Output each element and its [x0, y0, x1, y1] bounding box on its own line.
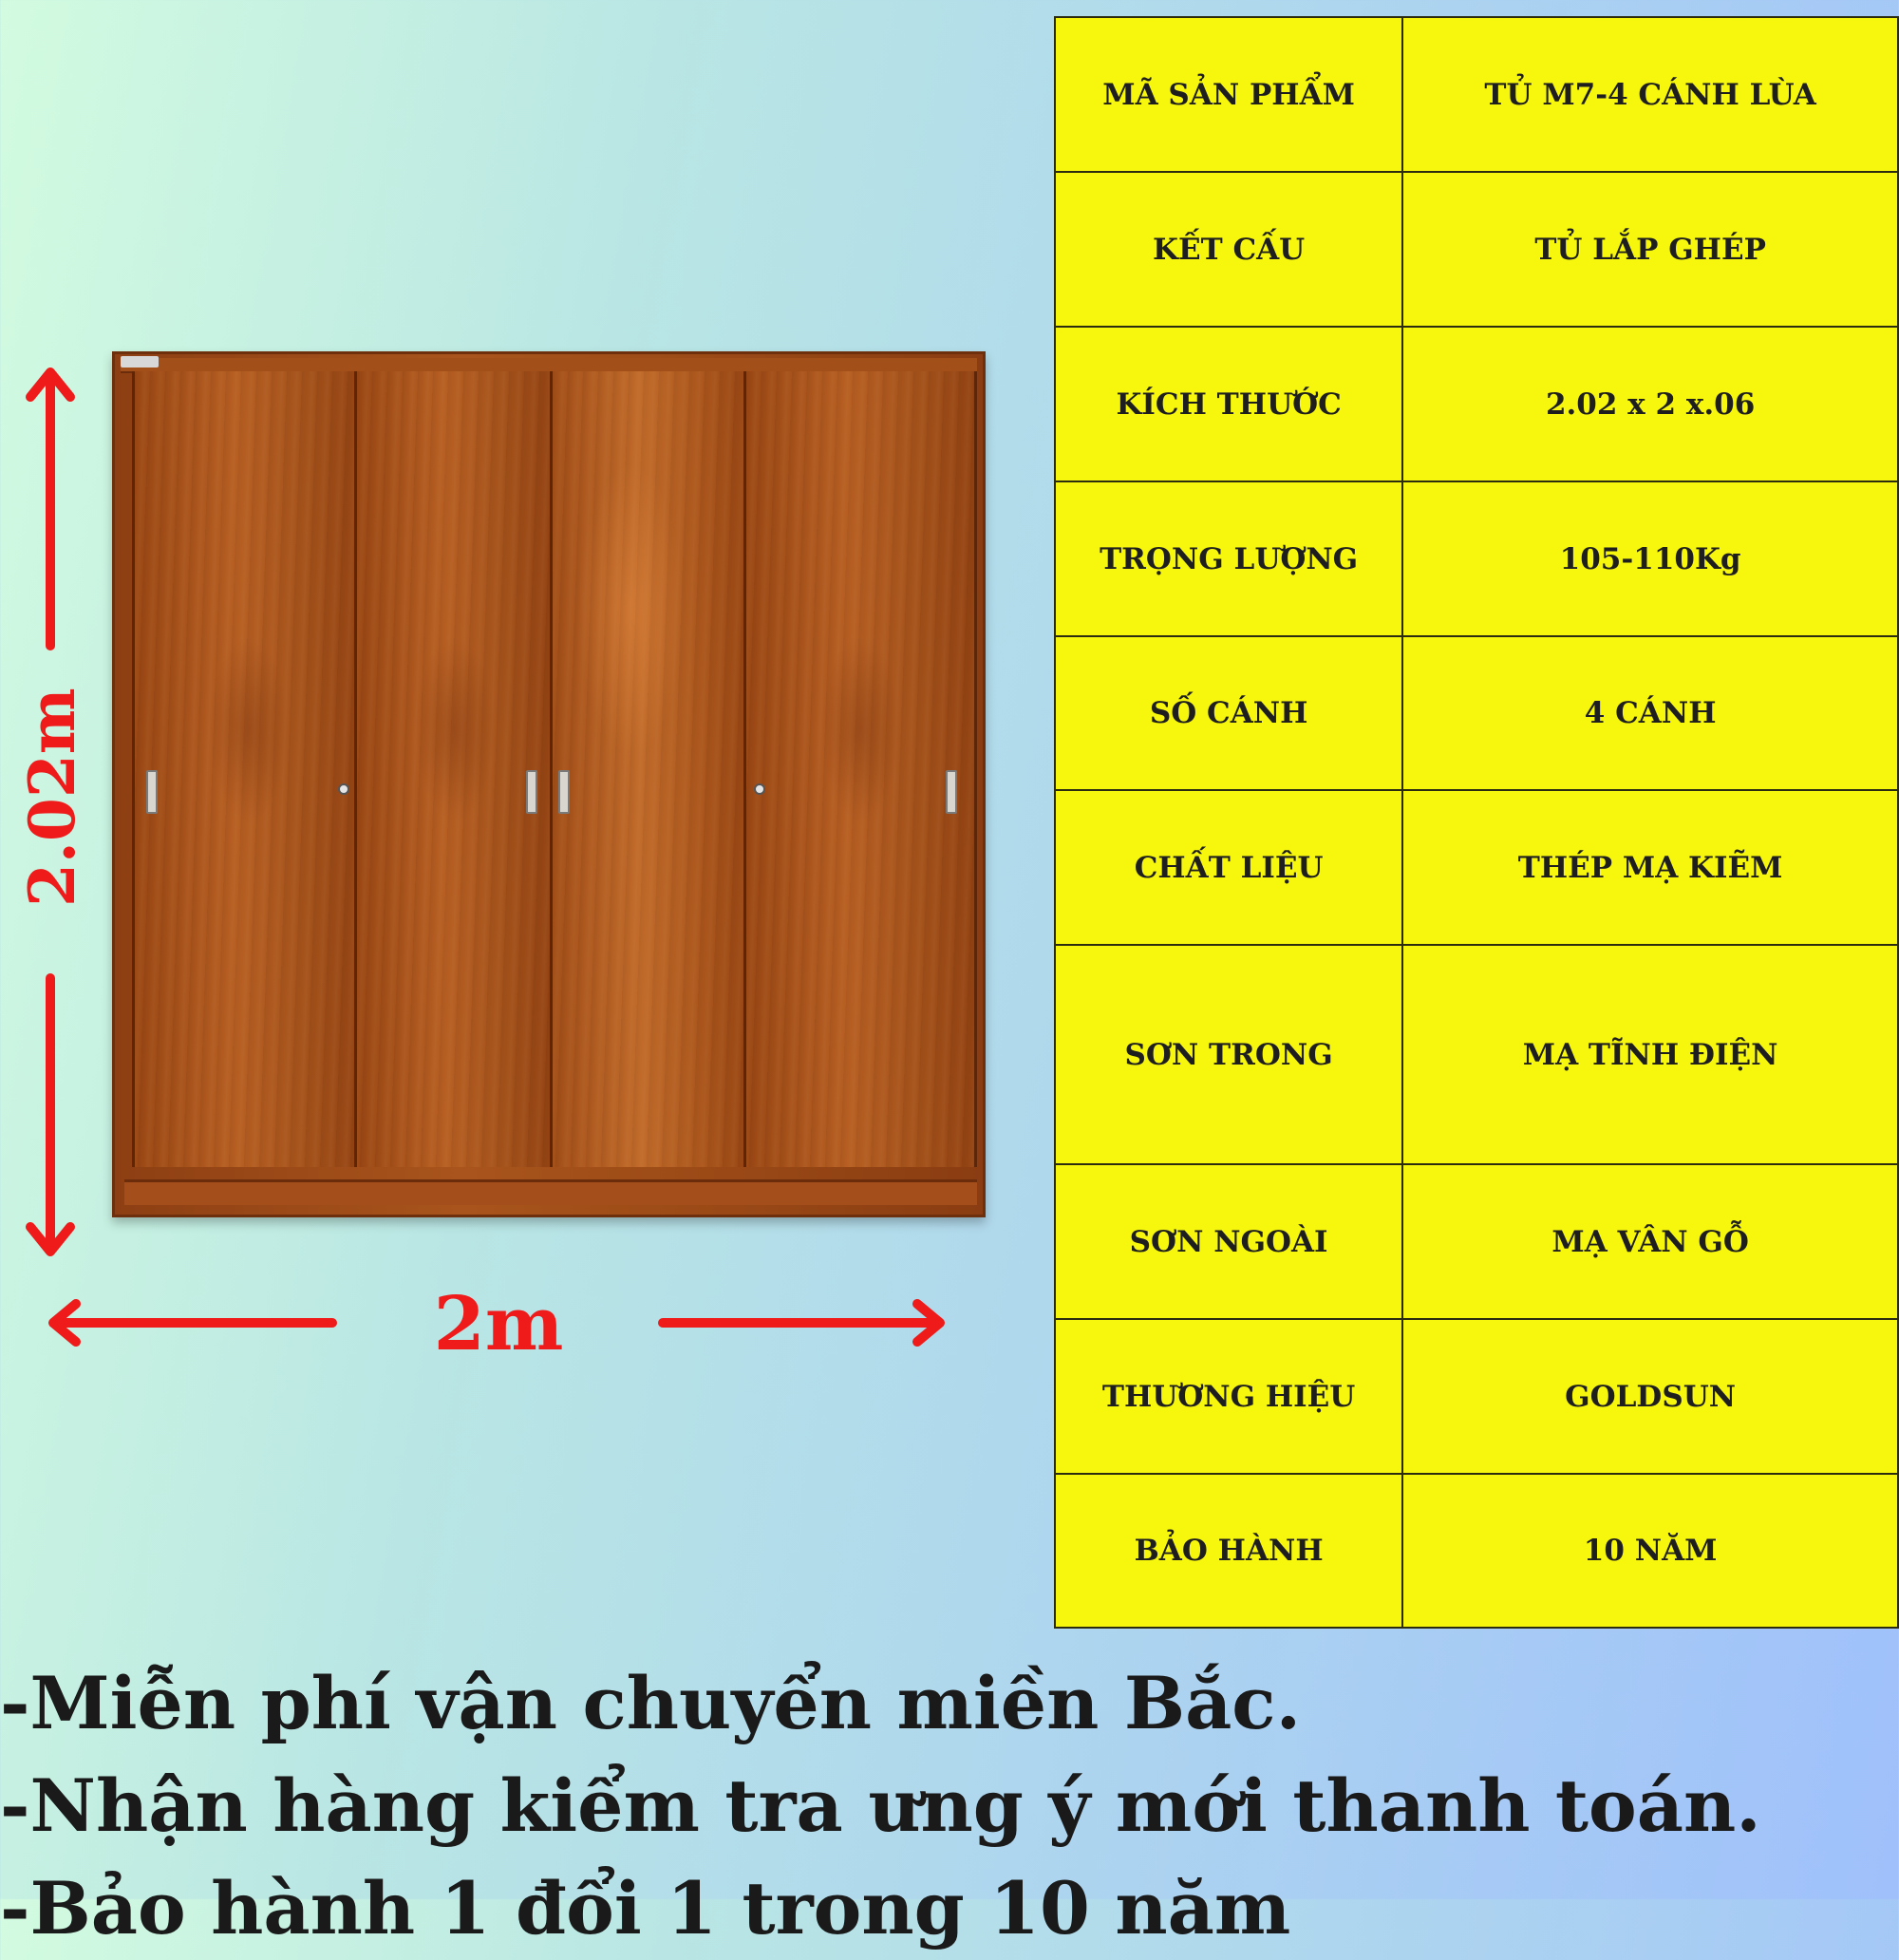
spec-value: TỦ LẮP GHÉP: [1402, 172, 1898, 327]
height-dimension-label: 2.02m: [15, 688, 89, 907]
note-free-shipping: -Miễn phí vận chuyển miền Bắc.: [0, 1661, 1302, 1745]
note-inspect-before-pay: -Nhận hàng kiểm tra ưng ý mới thanh toán.: [0, 1763, 1761, 1848]
spec-row: [1055, 481, 1898, 636]
spec-row: [1055, 1319, 1898, 1474]
spec-table: [1054, 16, 1899, 1629]
width-dimension-label: 2m: [433, 1281, 564, 1367]
spec-label: KẾT CẤU: [1055, 172, 1402, 327]
spec-value: TỦ M7-4 CÁNH LÙA: [1402, 17, 1898, 172]
spec-row: [1055, 17, 1898, 172]
spec-row: [1055, 1474, 1898, 1628]
spec-value: 2.02 x 2 x.06: [1402, 327, 1898, 481]
notes-list: [0, 1652, 1761, 1960]
spec-value: 105-110Kg: [1402, 481, 1898, 636]
spec-label: BẢO HÀNH: [1055, 1474, 1402, 1628]
spec-label: SƠN TRONG: [1055, 945, 1402, 1164]
spec-value: THÉP MẠ KIẼM: [1402, 790, 1898, 945]
spec-row: [1055, 636, 1898, 790]
spec-row: [1055, 327, 1898, 481]
spec-row: [1055, 790, 1898, 945]
spec-row: [1055, 1164, 1898, 1319]
spec-row: [1055, 945, 1898, 1164]
spec-label: THƯƠNG HIỆU: [1055, 1319, 1402, 1474]
spec-value: GOLDSUN: [1402, 1319, 1898, 1474]
spec-value: 4 CÁNH: [1402, 636, 1898, 790]
note-warranty: -Bảo hành 1 đổi 1 trong 10 năm: [0, 1866, 1291, 1951]
spec-label: KÍCH THƯỚC: [1055, 327, 1402, 481]
spec-value: 10 NĂM: [1402, 1474, 1898, 1628]
spec-label: SỐ CÁNH: [1055, 636, 1402, 790]
spec-label: CHẤT LIỆU: [1055, 790, 1402, 945]
spec-value: MẠ TĨNH ĐIỆN: [1402, 945, 1898, 1164]
spec-label: SƠN NGOÀI: [1055, 1164, 1402, 1319]
spec-label: MÃ SẢN PHẨM: [1055, 17, 1402, 172]
spec-label: TRỌNG LƯỢNG: [1055, 481, 1402, 636]
spec-row: [1055, 172, 1898, 327]
spec-value: MẠ VÂN GỖ: [1402, 1164, 1898, 1319]
